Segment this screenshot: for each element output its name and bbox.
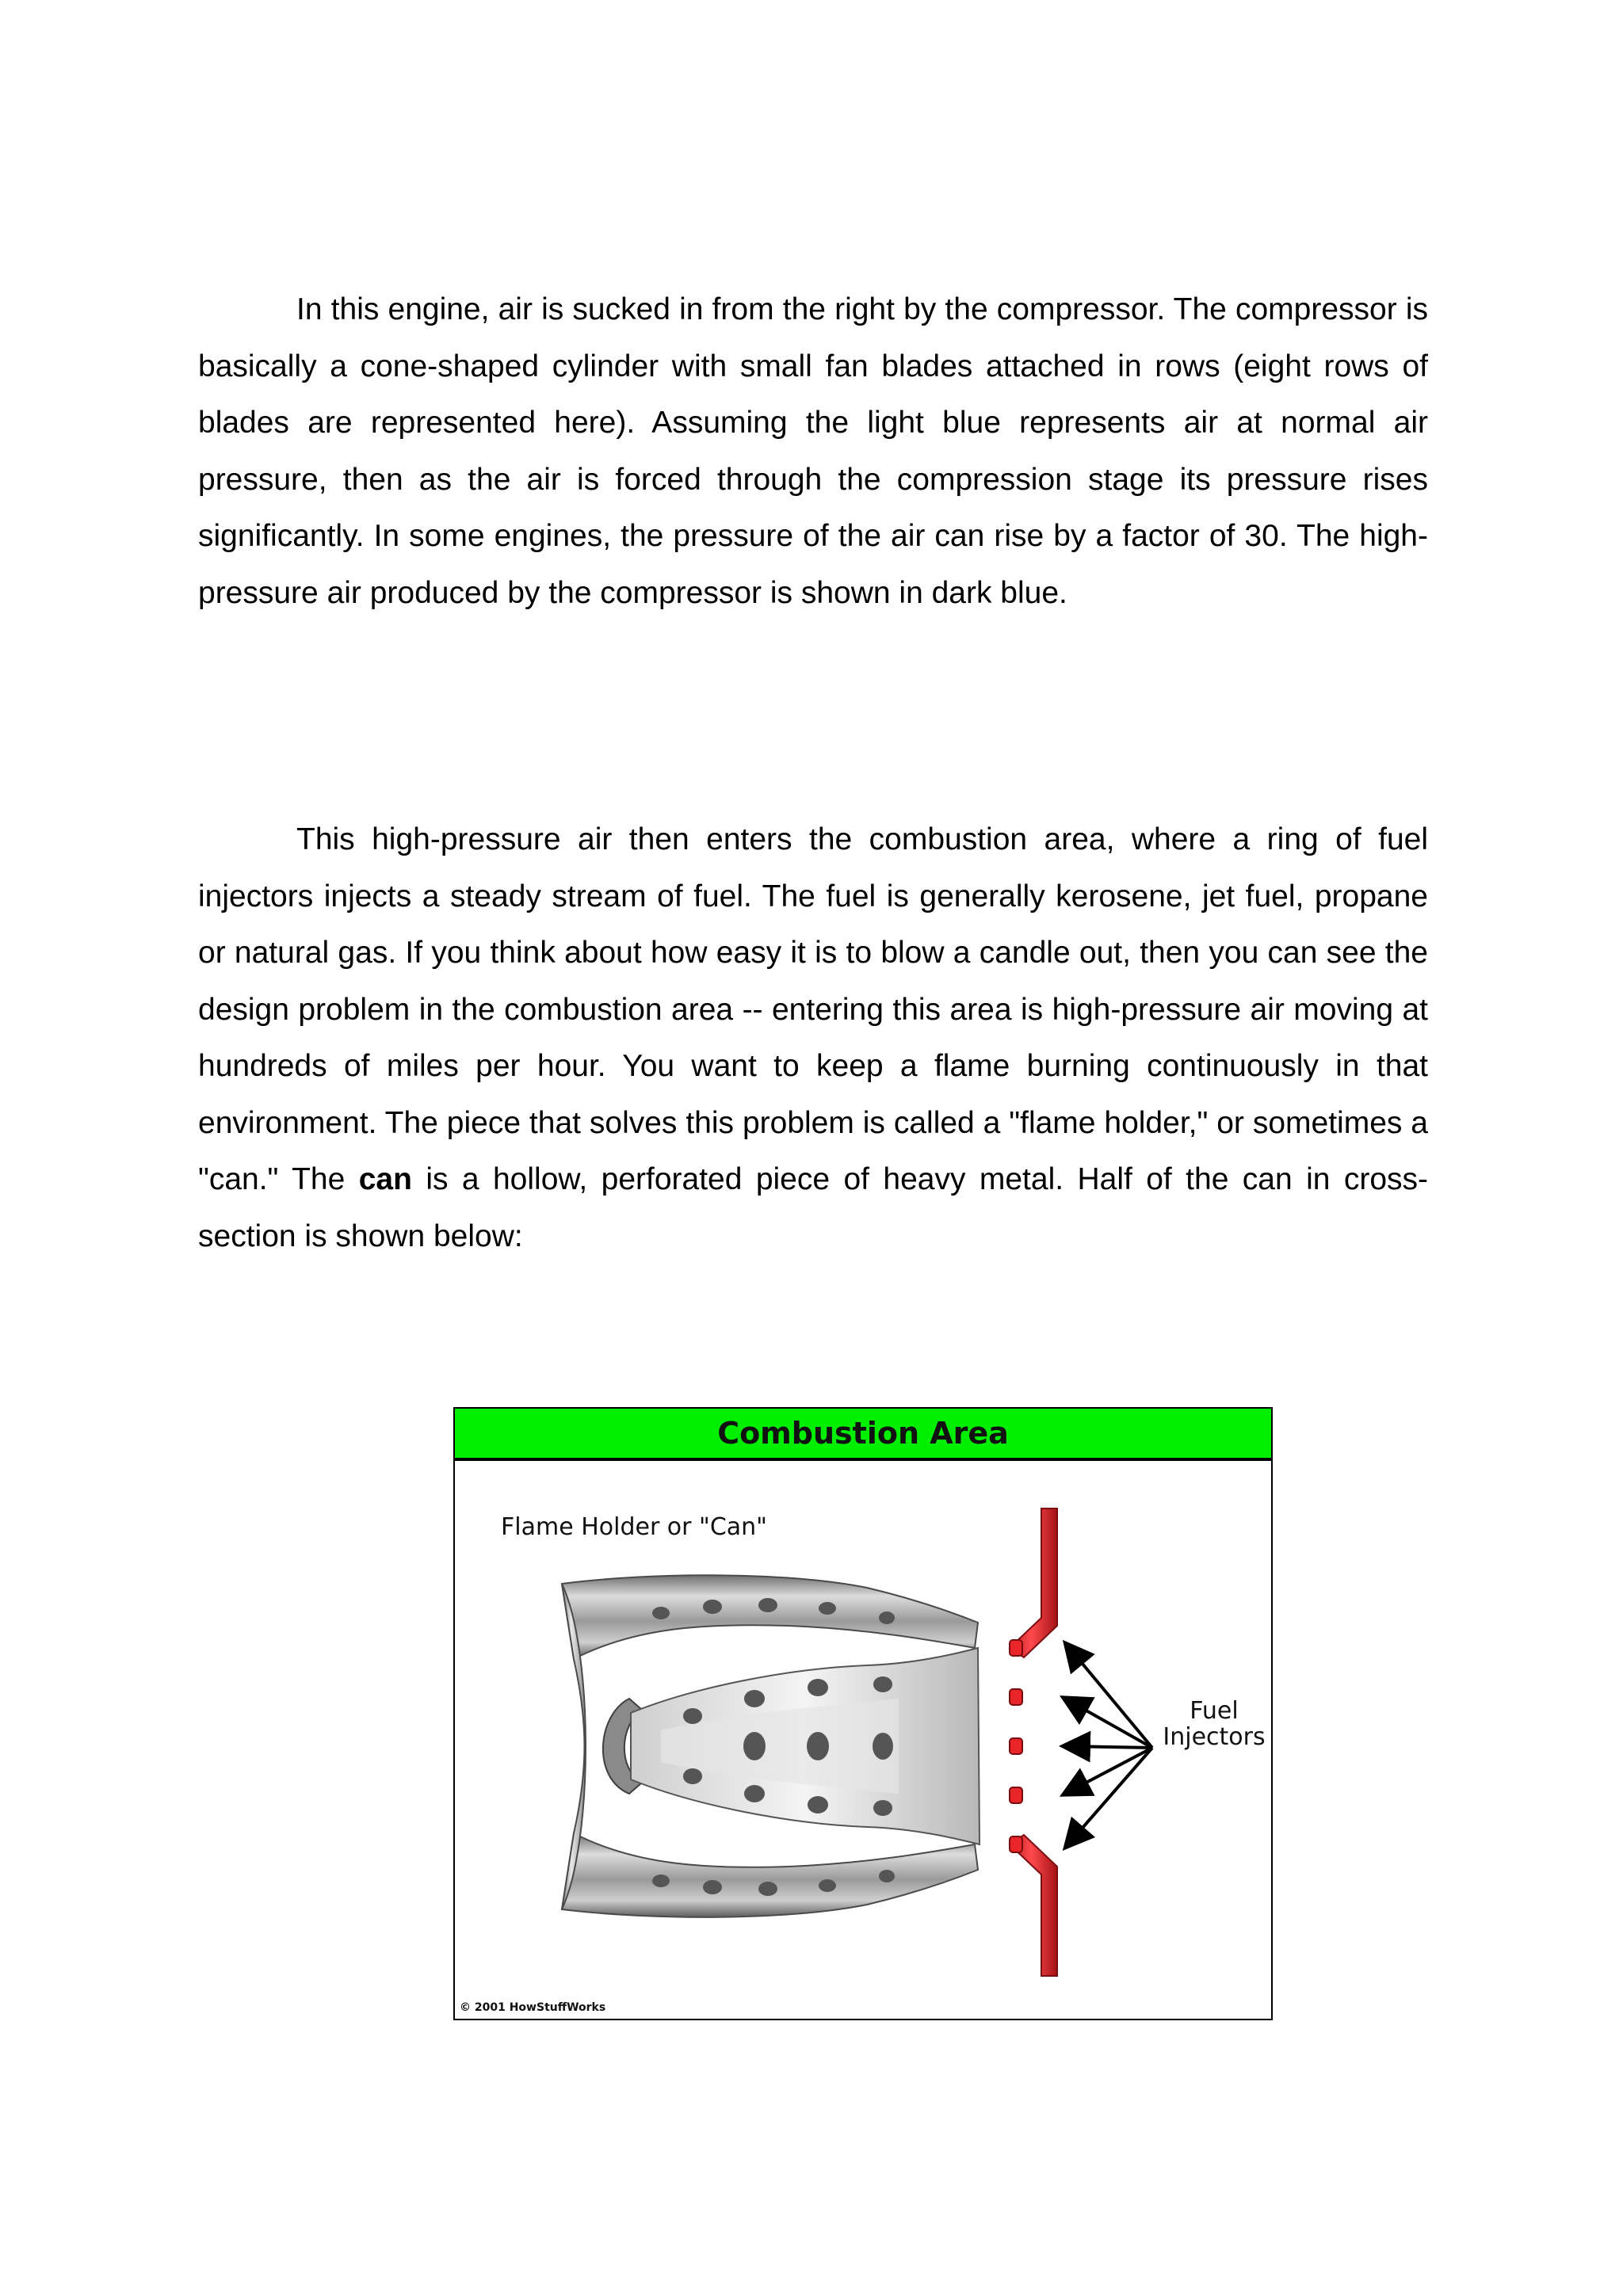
flame-holder-illustration <box>455 1461 1271 2019</box>
combustion-area-figure <box>453 1407 1273 2020</box>
outer-shell-lower <box>562 1833 978 1917</box>
fuel-injectors-label <box>1159 1698 1270 1750</box>
fuel-injectors-label-line1: Fuel <box>1190 1697 1239 1725</box>
injector-nozzles <box>1010 1640 1022 1852</box>
outer-shell-upper <box>562 1575 978 1659</box>
paragraph-combustion-text-before: This high-pressure air then enters the combustion area, where a ring of fuel injectors injects a steady stream of fuel. The fuel is generally kerosene, jet fuel, propane or natural gas. If you think about how easy it is to blow a candle out, then you can see the design problem in the combustion area -- entering this area is high-pressure air moving at hundreds of miles per hour. You want to keep a flame burning continuously in that environment. The piece that solves this problem is called a "flame holder," or sometimes a "can." The <box>198 822 1428 1196</box>
bold-term-can: can <box>358 1162 412 1196</box>
copyright-notice: © 2001 HowStuffWorks <box>460 2001 606 2014</box>
fuel-pipe <box>1010 1508 1057 1657</box>
fuel-injectors-label-line2: Injectors <box>1163 1723 1266 1751</box>
flame-holder-label: Flame Holder or "Can" <box>501 1513 767 1541</box>
paragraph-combustion-area <box>198 811 1428 1264</box>
figure-title: Combustion Area <box>717 1416 1009 1451</box>
injector-arrows <box>1065 1645 1152 1846</box>
paragraph-engine-compressor: In this engine, air is sucked in from the right by the compressor. The compressor is basically a cone-shaped cylinder with small fan blades attached in rows (eight rows of blades are represented here). Assuming the light blue represents air at normal air pressure, then as the air is forced through the compression stage its pressure rises significantly. In some engines, the pressure of the air can rise by a factor of 30. The high-pressure air produced by the compressor is shown in dark blue. <box>198 292 1428 610</box>
figure-title-bar <box>455 1409 1271 1461</box>
paragraph-combustion-text-after: is a hollow, perforated piece of heavy metal. Half of the can in cross-section is shown below: <box>198 1162 1429 1253</box>
